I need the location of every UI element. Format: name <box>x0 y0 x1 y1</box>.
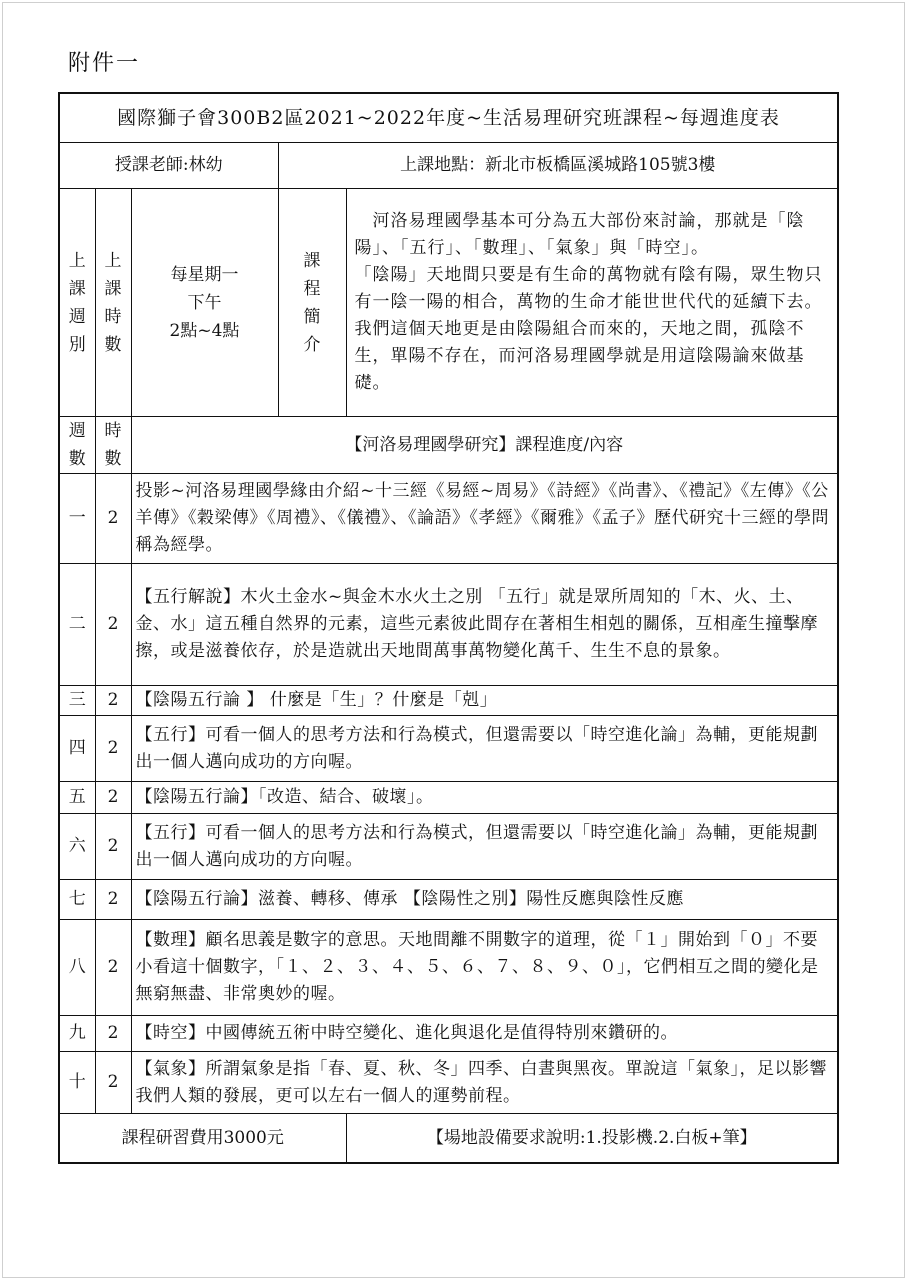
week-number: 七 <box>59 880 95 920</box>
table-row <box>59 782 838 814</box>
class-time-cell: 每星期一 下午 2點~4點 <box>131 189 278 417</box>
table-row <box>59 880 838 920</box>
row-content: 【五行】可看一個人的思考方法和行為模式，但還需要以「時空進化論」為輔，更能規劃出一個人邁向成功的方向喔。 <box>131 814 838 880</box>
hours-value: 2 <box>95 716 131 782</box>
hours-value: 2 <box>95 1016 131 1052</box>
intro-paragraph: 「陰陽」天地間只要是有生命的萬物就有陰有陽，眾生物只有一陰一陽的相合，萬物的生命才能世世代代的延續下去。我們這個天地更是由陰陽組合而來的，天地之間，孤陰不生，單陽不存在，而河洛易理國學就是用這陰陽論來做基礎。 <box>354 265 823 393</box>
week-number: 一 <box>59 474 95 564</box>
table-row <box>59 474 838 564</box>
hours-value: 2 <box>95 686 131 716</box>
teacher-cell: 授課老師:林幼 <box>59 143 278 189</box>
equipment-cell: 【場地設備要求說明:1.投影機.2.白板+筆】 <box>346 1114 838 1164</box>
table-title: 國際獅子會300B2區2021~2022年度~生活易理研究班課程~每週進度表 <box>59 93 838 143</box>
row-content: 【陰陽五行論】滋養、轉移、傳承 【陰陽性之別】陽性反應與陰性反應 <box>131 880 838 920</box>
hours-label-vertical: 上 課 時 數 <box>95 189 131 417</box>
hours-value: 2 <box>95 880 131 920</box>
hours-value: 2 <box>95 564 131 686</box>
intro-paragraph: 河洛易理國學基本可分為五大部份來討論，那就是「陰陽」、「五行」、「數理」、「氣象」與「時空」。 <box>354 211 805 258</box>
annex-label: 附件一 <box>68 51 141 76</box>
table-row <box>59 564 838 686</box>
intro-label-vertical: 課 程 簡 介 <box>278 189 346 417</box>
week-number: 六 <box>59 814 95 880</box>
hours-value: 2 <box>95 920 131 1016</box>
content-header: 【河洛易理國學研究】課程進度/內容 <box>131 417 838 474</box>
week-header: 週 數 <box>59 417 95 474</box>
hours-value: 2 <box>95 474 131 564</box>
table-row <box>59 686 838 716</box>
table-row <box>59 1016 838 1052</box>
week-number: 九 <box>59 1016 95 1052</box>
location-cell: 上課地點：新北市板橋區溪城路105號3樓 <box>278 143 838 189</box>
hours-header: 時 數 <box>95 417 131 474</box>
table-row <box>59 814 838 880</box>
row-content: 【氣象】所謂氣象是指「春、夏、秋、冬」四季、白晝與黑夜。單說這「氣象」，足以影響我們人類的發展，更可以左右一個人的運勢前程。 <box>131 1052 838 1114</box>
week-number: 二 <box>59 564 95 686</box>
row-content: 【陰陽五行論】「改造、結合、破壞」。 <box>131 782 838 814</box>
hours-value: 2 <box>95 1052 131 1114</box>
week-label-vertical: 上 課 週 別 <box>59 189 95 417</box>
week-number: 三 <box>59 686 95 716</box>
week-number: 五 <box>59 782 95 814</box>
week-number: 八 <box>59 920 95 1016</box>
fee-cell: 課程研習費用3000元 <box>59 1114 346 1164</box>
row-content: 投影~河洛易理國學緣由介紹~十三經《易經~周易》《詩經》《尚書》、《禮記》《左傳》《公羊傳》《穀梁傳》《周禮》、《儀禮》、《論語》《孝經》《爾雅》《孟子》歷代研究十三經的學問稱為經學。 <box>131 474 838 564</box>
week-number: 四 <box>59 716 95 782</box>
course-intro <box>346 189 838 417</box>
table-row <box>59 920 838 1016</box>
row-content: 【五行】可看一個人的思考方法和行為模式，但還需要以「時空進化論」為輔，更能規劃出一個人邁向成功的方向喔。 <box>131 716 838 782</box>
hours-value: 2 <box>95 814 131 880</box>
table-row <box>59 716 838 782</box>
progress-table <box>58 92 839 1164</box>
table-row <box>59 1052 838 1114</box>
row-content: 【陰陽五行論 】 什麼是「生」？什麼是「剋」 <box>131 686 838 716</box>
hours-value: 2 <box>95 782 131 814</box>
row-content: 【時空】中國傳統五術中時空變化、進化與退化是值得特別來鑽研的。 <box>131 1016 838 1052</box>
row-content: 【數理】顧名思義是數字的意思。天地間離不開數字的道理，從「１」開始到「０」不要小看這十個數字，「１、２、３、４、５、６、７、８、９、０」，它們相互之間的變化是無窮無盡、非常奧妙的喔。 <box>131 920 838 1016</box>
week-number: 十 <box>59 1052 95 1114</box>
row-content: 【五行解說】木火土金水~與金木水火土之別 「五行」就是眾所周知的「木、火、土、金、水」這五種自然界的元素，這些元素彼此間存在著相生相剋的關係，互相產生撞擊摩擦，或是滋養依存，於是造就出天地間萬事萬物變化萬千、生生不息的景象。 <box>131 564 838 686</box>
